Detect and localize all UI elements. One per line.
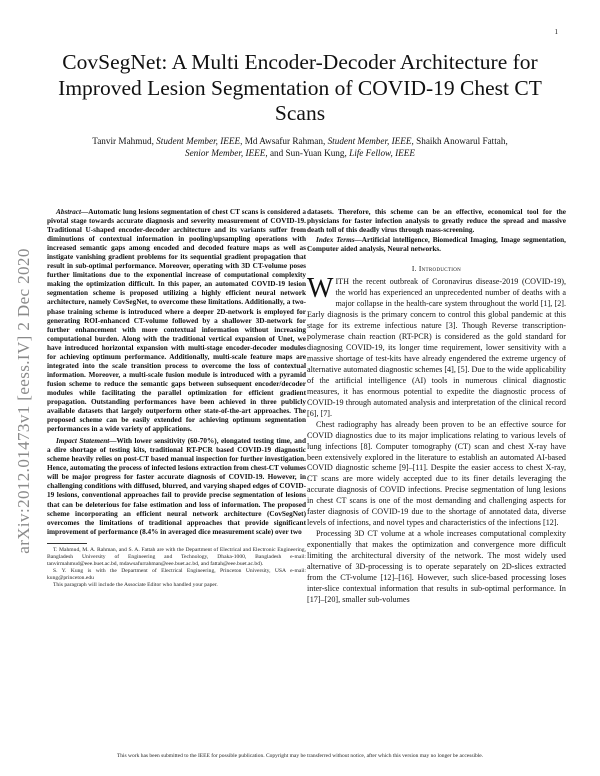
impact-continued: datasets. Therefore, this scheme can be an effective, economical tool for the physicians for faster infection analysis to greatly reduce the spread and massive death toll of this deadly virus through mass-screening. — [307, 208, 566, 235]
section-number: I. — [411, 264, 417, 274]
author-text: , and Sun-Yuan Kung, — [265, 148, 350, 158]
author-role: Student Member, IEEE — [156, 136, 241, 146]
abstract-label: Abstract — [56, 208, 81, 216]
intro-paragraph: Chest radiography has already been proven to be an effective source for COVID diagnostics due to its major implications relating to various levels of lung infections [8]. Computer tomography (CT) scan and chest X-ray have been extensively explored in the literature to establish an automated AI-based COVID diagnostic scheme [9]–[11]. Despite the easier access to chest X-ray, CT scans are more widely accepted due to its finer details leveraging the accurate diagnosis of COVID infections. Precise segmentation of lung lesions in chest CT scans is one of the most demanding and challenging aspects for faster diagnosis of COVID-19 due to the shortage of annotated data, diverse levels of infections, and novel types and characteristics of the infections [12]. — [307, 419, 566, 528]
page-number: 1 — [554, 28, 558, 36]
intro-text: the recent outbreak of Coronavirus disease-2019 (COVID-19), the world has experienced an unprecedented number of deaths with a major collapse in the health-care system throughout the world [1], [2]. Early diagnosis is the primary concern to control this global pandemic at this stage for its extreme infectious nature [3]. Though Reverse transcription-polymerase chain reaction (RT-PCR) is considered as the gold standard for diagnosing COVID-19, its longer time requirement, lower sensitivity with a massive shortage of test-kits have already engendered the extreme urgency of alternative automated diagnostic schemes [4], [5]. Due to the wide applicability of the artificial intelligence (AI) tools in numerous clinical diagnostic measures, it has enormous potential to expedite the diagnostic process of COVID-19 through automated analysis and interpretation of the clinical record [6], [7]. — [307, 277, 566, 418]
right-column — [307, 208, 566, 606]
intro-paragraph — [307, 273, 566, 419]
left-column — [47, 208, 306, 589]
intro-lead: ITH — [335, 277, 349, 287]
footnote-editor: This paragraph will include the Associate Editor who handled your paper. — [53, 581, 218, 588]
impact-text: —With lower sensitivity (60-70%), elongated testing time, and a dire shortage of testing kits, traditional RT-PCR based COVID-19 diagnostic scheme heavily relies on post-CT based manual inspection for further investigation. Hence, automating the process of infected lesions extraction from chest-CT volumes will be major progress for faster accurate diagnosis of COVID-19. However, in challenging conditions with diffused, blurred, and varying shaped edges of COVID-19 lesions, conventional approaches fail to provide precise segmentation of lesions that can be deleterious for false estimation and loss of information. The proposed scheme incorporating an efficient neural network architecture (CovSegNet) overcomes the limitations of traditional approaches that provide significant improvement of performance (8.4% in averaged dice measurement scale) over two — [47, 437, 306, 536]
index-terms-text: —Artificial intelligence, Biomedical Imaging, Image segmentation, Computer aided analysis, Neural networks. — [307, 236, 566, 254]
author-text: , Md Awsafur Rahman, — [240, 136, 328, 146]
impact-label: Impact Statement — [56, 437, 110, 446]
index-terms — [307, 236, 566, 254]
author-text: Tanvir Mahmud, — [92, 136, 157, 146]
copyright-notice: This work has been submitted to the IEEE for possible publication. Copyright may be transferred without notice, after which this version may no longer be accessible. — [116, 753, 484, 759]
paper-title: CovSegNet: A Multi Encoder-Decoder Architecture for Improved Lesion Segmentation of COVID-19 Chest CT Scans — [58, 50, 542, 125]
abstract — [47, 208, 306, 434]
author-role: Senior Member, IEEE — [185, 148, 266, 158]
section-heading — [307, 264, 566, 273]
arxiv-stamp: arXiv:2012.01473v1 [eess.IV] 2 Dec 2020 — [14, 248, 33, 554]
author-text: , Shaikh Anowarul Fattah, — [411, 136, 508, 146]
footnote-affiliation: S. Y. Kung is with the Department of Electrical Engineering, Princeton University, USA e-mail: kung@princeton.edu — [47, 567, 306, 581]
drop-cap: W — [307, 273, 334, 305]
impact-statement — [47, 437, 306, 537]
footnote-affiliation: T. Mahmud, M. A. Rahman, and S. A. Fattah are with the Department of Electrical and Electronic Engineering, Bangladesh University of Engineering and Technology, Dhaka-1000, Bangladesh e-mail: tanvirmahmud@eee.buet.ac.bd, mdawsafurrahman@eee.buet.ac.bd, and fattah@eee.buet.ac.bd). — [47, 546, 306, 567]
author-role: Life Fellow, IEEE — [349, 148, 415, 158]
index-terms-label: Index Terms — [316, 236, 355, 245]
author-role: Student Member, IEEE — [327, 136, 412, 146]
footnote-separator — [47, 543, 87, 544]
section-title-cap: I — [418, 264, 422, 274]
section-title-rest: ntroduction — [421, 264, 462, 274]
author-list — [50, 135, 550, 159]
intro-paragraph: Processing 3D CT volume at a whole increases computational complexity exponentially that makes the optimization and convergence more difficult limiting the architectural diversity of the network. The most widely used alternative of 3D-processing is to operate separately on 2D-slices extracted from the CT-volume [12]–[16]. However, such slice-based processing loses inter-slice contextual information that results in sub-optimal performance. In [17]–[20], smaller sub-volumes — [307, 529, 566, 604]
abstract-text: —Automatic lung lesions segmentation of chest CT scans is considered a pivotal stage towards accurate diagnosis and severity measurement of COVID-19. Traditional U-shaped encoder-decoder architecture and its variants suffer from diminutions of contextual information in pooling/upsampling operations with increased semantic gaps among encoded and decoded feature maps as well as instigate vanishing gradient problems for its sequential gradient propagation that result in sub-optimal performance. Moreover, operating with 3D CT-volume poses further limitations due to the exponential increase of computational complexity making the optimization difficult. In this paper, an automated COVID-19 lesion segmentation scheme is proposed utilizing a highly efficient neural network architecture, namely CovSegNet, to overcome these limitations. Additionally, a two-phase training scheme is introduced where a deeper 2D-network is employed for generating ROI-enhanced CT-volume followed by a shallower 3D-network for further enhancement with more contextual information without increasing computational burden. Along with the traditional vertical expansion of Unet, we have introduced horizontal expansion with multi-stage encoder-decoder modules for achieving optimum performance. Additionally, multi-scale feature maps are integrated into the scale transition process to overcome the loss of contextual information. Moreover, a multi-scale fusion module is introduced with a pyramid fusion scheme to reduce the semantic gaps between subsequent encoder/decoder modules while facilitating the parallel optimization for efficient gradient propagation. Outstanding performances have been achieved in three publicly available datasets that largely outperform other state-of-the-art approaches. The proposed scheme can be easily extended for achieving optimum segmentation performances in a wide variety of applications. — [47, 208, 306, 434]
